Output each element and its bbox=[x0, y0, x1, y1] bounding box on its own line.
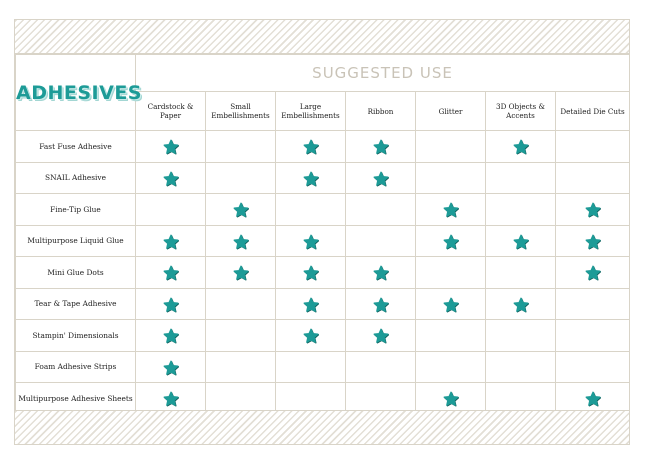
use-cell bbox=[556, 194, 630, 226]
star-icon bbox=[163, 234, 179, 250]
use-cell bbox=[136, 320, 206, 352]
use-cell bbox=[276, 257, 346, 289]
use-cell bbox=[556, 320, 630, 352]
use-cell bbox=[556, 162, 630, 194]
column-header: Ribbon bbox=[346, 92, 416, 131]
use-cell bbox=[206, 131, 276, 163]
table-row bbox=[16, 162, 630, 194]
use-cell bbox=[276, 225, 346, 257]
star-icon bbox=[373, 139, 389, 155]
adhesive-name: Tear & Tape Adhesive bbox=[16, 288, 136, 320]
star-icon bbox=[303, 139, 319, 155]
adhesive-name: Foam Adhesive Strips bbox=[16, 351, 136, 383]
star-icon bbox=[513, 139, 529, 155]
star-icon bbox=[163, 360, 179, 376]
use-cell bbox=[486, 351, 556, 383]
use-cell bbox=[416, 225, 486, 257]
use-cell bbox=[136, 257, 206, 289]
table-row bbox=[16, 131, 630, 163]
table-row bbox=[16, 225, 630, 257]
use-cell bbox=[486, 194, 556, 226]
adhesive-name: Mini Glue Dots bbox=[16, 257, 136, 289]
adhesive-name: Multipurpose Liquid Glue bbox=[16, 225, 136, 257]
table-row bbox=[16, 320, 630, 352]
star-icon bbox=[233, 202, 249, 218]
star-icon bbox=[163, 139, 179, 155]
table-row bbox=[16, 351, 630, 383]
use-cell bbox=[206, 351, 276, 383]
adhesives-chart-card bbox=[14, 19, 630, 445]
star-icon bbox=[233, 265, 249, 281]
star-icon bbox=[373, 265, 389, 281]
use-cell bbox=[206, 162, 276, 194]
star-icon bbox=[373, 297, 389, 313]
use-cell bbox=[416, 320, 486, 352]
use-cell bbox=[206, 320, 276, 352]
use-cell bbox=[556, 225, 630, 257]
use-cell bbox=[556, 131, 630, 163]
use-cell bbox=[416, 288, 486, 320]
use-cell bbox=[416, 162, 486, 194]
star-icon bbox=[303, 328, 319, 344]
column-header: Detailed Die Cuts bbox=[556, 92, 630, 131]
use-cell bbox=[276, 162, 346, 194]
use-cell bbox=[416, 351, 486, 383]
use-cell bbox=[346, 162, 416, 194]
use-cell bbox=[486, 131, 556, 163]
star-icon bbox=[585, 234, 601, 250]
use-cell bbox=[136, 131, 206, 163]
star-icon bbox=[303, 265, 319, 281]
use-cell bbox=[416, 131, 486, 163]
use-cell bbox=[346, 131, 416, 163]
star-icon bbox=[163, 328, 179, 344]
adhesive-name: Fine-Tip Glue bbox=[16, 194, 136, 226]
star-icon bbox=[585, 391, 601, 407]
star-icon bbox=[163, 265, 179, 281]
bottom-stripe-band bbox=[15, 410, 629, 444]
use-cell bbox=[206, 288, 276, 320]
brand-cell bbox=[16, 55, 142, 131]
use-cell bbox=[136, 288, 206, 320]
use-cell bbox=[276, 194, 346, 226]
use-cell bbox=[276, 288, 346, 320]
table-row bbox=[16, 257, 630, 289]
top-stripe-band bbox=[15, 20, 629, 54]
star-icon bbox=[303, 297, 319, 313]
use-cell bbox=[276, 131, 346, 163]
column-header: Small Embellishments bbox=[206, 92, 276, 131]
use-cell bbox=[486, 225, 556, 257]
star-icon bbox=[443, 297, 459, 313]
use-cell bbox=[486, 162, 556, 194]
table-row bbox=[16, 288, 630, 320]
use-cell bbox=[346, 257, 416, 289]
star-icon bbox=[303, 171, 319, 187]
use-cell bbox=[136, 351, 206, 383]
brand-title: ADHESIVES bbox=[16, 81, 142, 104]
use-cell bbox=[486, 288, 556, 320]
star-icon bbox=[373, 171, 389, 187]
use-cell bbox=[346, 320, 416, 352]
star-icon bbox=[513, 234, 529, 250]
use-cell bbox=[486, 257, 556, 289]
use-cell bbox=[276, 320, 346, 352]
use-cell bbox=[556, 257, 630, 289]
star-icon bbox=[163, 171, 179, 187]
column-header: 3D Objects & Accents bbox=[486, 92, 556, 131]
adhesive-name: Fast Fuse Adhesive bbox=[16, 131, 136, 163]
suggested-use-header: SUGGESTED USE bbox=[136, 55, 630, 92]
star-icon bbox=[443, 391, 459, 407]
table-row bbox=[16, 194, 630, 226]
star-icon bbox=[443, 202, 459, 218]
use-cell bbox=[346, 194, 416, 226]
adhesive-name: Multipurpose Adhesive Sheets bbox=[16, 383, 136, 415]
use-cell bbox=[346, 225, 416, 257]
star-icon bbox=[163, 391, 179, 407]
use-cell bbox=[136, 194, 206, 226]
star-icon bbox=[303, 234, 319, 250]
use-cell bbox=[206, 194, 276, 226]
use-cell bbox=[346, 351, 416, 383]
use-cell bbox=[346, 288, 416, 320]
use-cell bbox=[416, 257, 486, 289]
use-cell bbox=[556, 288, 630, 320]
star-icon bbox=[585, 265, 601, 281]
table-body bbox=[16, 131, 630, 415]
column-header: Large Embellishments bbox=[276, 92, 346, 131]
star-icon bbox=[585, 202, 601, 218]
use-cell bbox=[206, 225, 276, 257]
star-icon bbox=[163, 297, 179, 313]
use-cell bbox=[556, 351, 630, 383]
adhesive-name: Stampin' Dimensionals bbox=[16, 320, 136, 352]
column-header: Cardstock & Paper bbox=[136, 92, 206, 131]
adhesives-table bbox=[15, 54, 630, 415]
column-header: Glitter bbox=[416, 92, 486, 131]
star-icon bbox=[443, 234, 459, 250]
star-icon bbox=[373, 328, 389, 344]
use-cell bbox=[206, 257, 276, 289]
use-cell bbox=[136, 162, 206, 194]
use-cell bbox=[486, 320, 556, 352]
star-icon bbox=[513, 297, 529, 313]
star-icon bbox=[233, 234, 249, 250]
use-cell bbox=[416, 194, 486, 226]
use-cell bbox=[136, 225, 206, 257]
adhesive-name: SNAIL Adhesive bbox=[16, 162, 136, 194]
use-cell bbox=[276, 351, 346, 383]
